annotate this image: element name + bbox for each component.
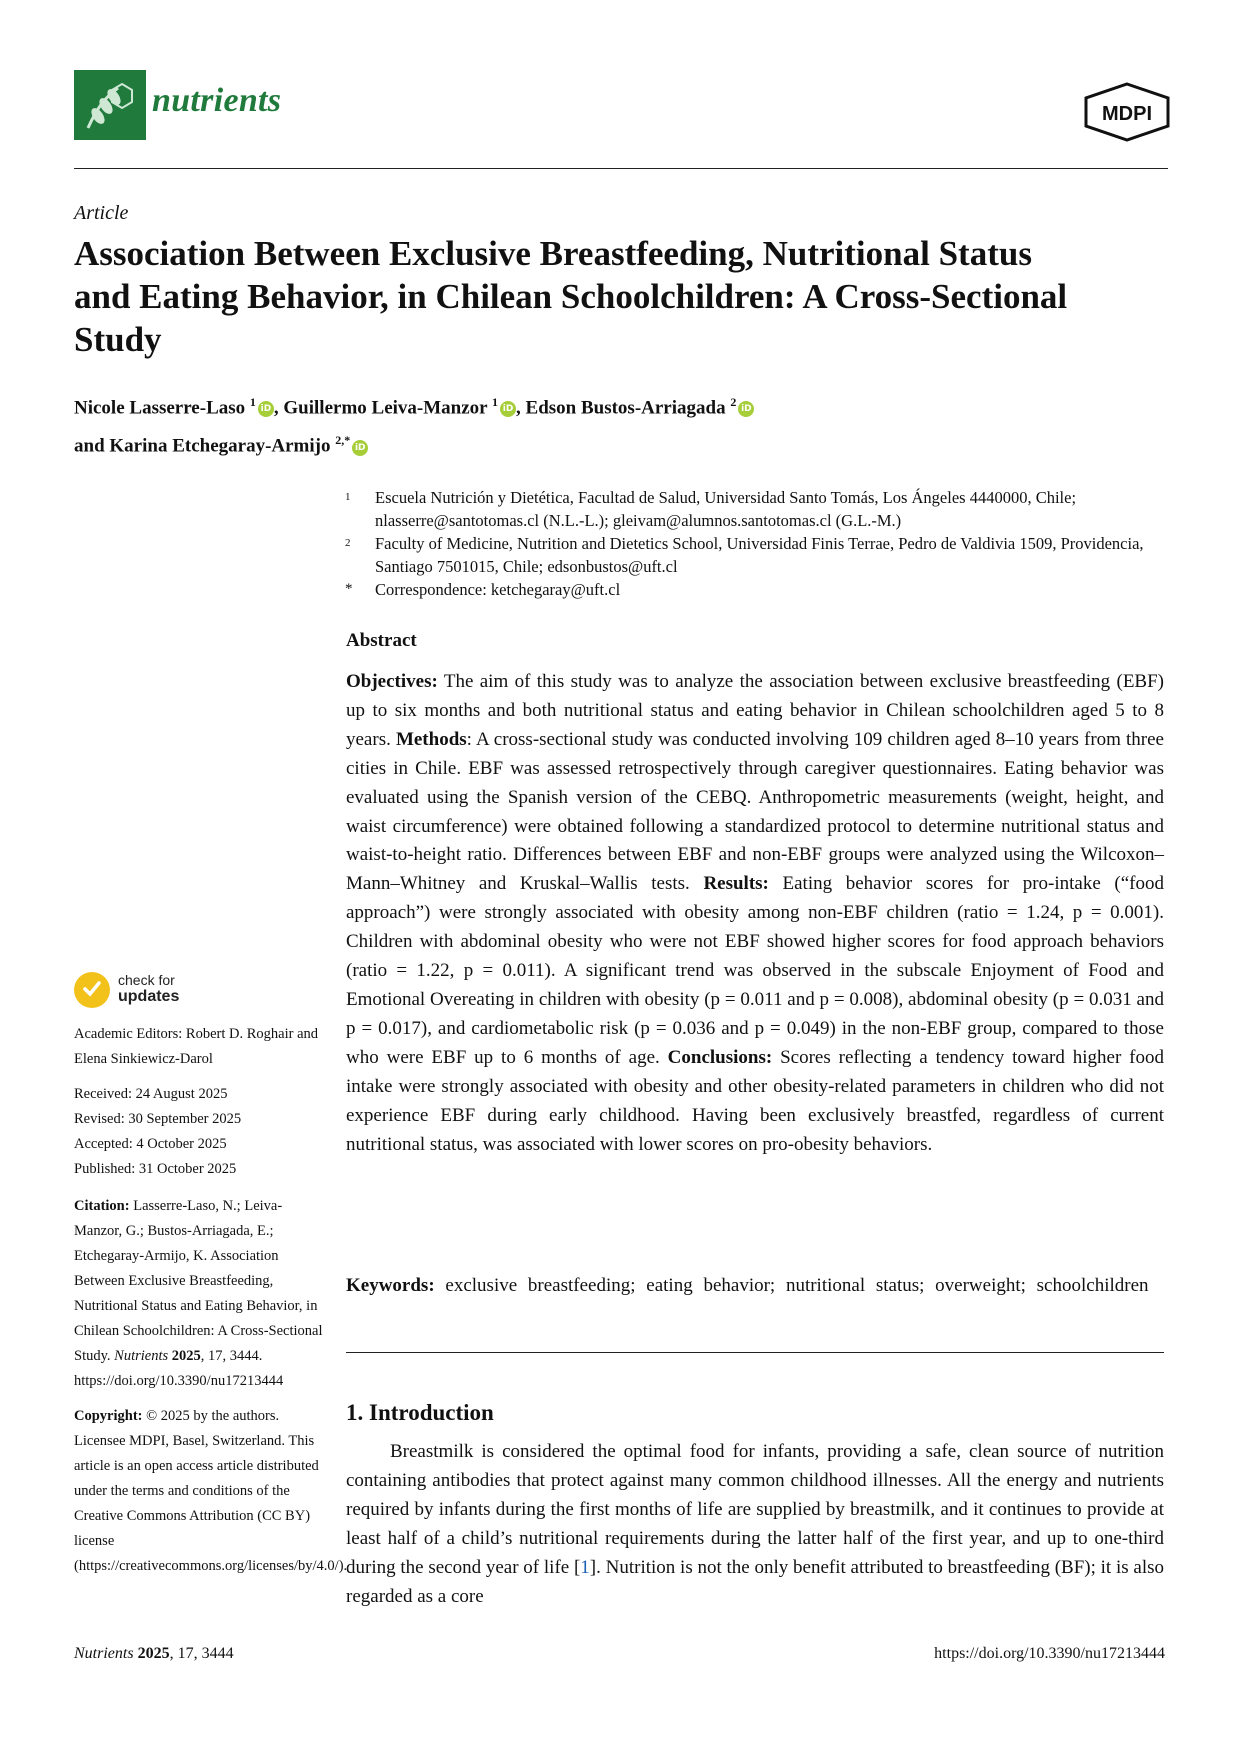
received-date: Received: 24 August 2025 — [74, 1086, 228, 1102]
citation-year: 2025 — [171, 1348, 201, 1364]
footer-journal: Nutrients — [74, 1645, 134, 1662]
introduction-body — [346, 1438, 1164, 1611]
introduction-text: Breastmilk is considered the optimal food for infants, providing a safe, clean source of nutrition containing antibodies that protect against many common childhood illnesses. All the energy and nutrients required by infants during the first months of life are supplied by breastmilk, and it continues to provide at least half of a child’s nutritional requirements during the latter half of the first year, and up to one-third during the second year of life [ — [346, 1441, 1164, 1578]
results-label: Results: — [703, 873, 769, 895]
objectives-text: The aim of this study was to analyze the association between exclusive breastfeeding (EBF) up to six months and both nutritional status and eating behavior in Chilean schoolchildren aged 5 to 8 years. — [346, 671, 1164, 750]
article-type: Article — [74, 202, 129, 224]
check-for-updates-badge[interactable] — [74, 970, 274, 1012]
header-divider — [74, 168, 1168, 169]
section-divider — [346, 1352, 1164, 1353]
conclusions-label: Conclusions: — [667, 1046, 773, 1068]
orcid-icon[interactable]: iD — [258, 401, 274, 417]
affiliation-item — [345, 486, 1165, 532]
correspondence-text: Correspondence: ketchegaray@uft.cl — [375, 580, 621, 599]
conclusions-text: Scores reflecting a tendency toward higher food intake were strongly associated with obesity and other obesity-related parameters in children who did not experience EBF during early childhood. Having been exclusively breastfed, regardless of current nutritional status, was associated with lower scores on pro-obesity behaviors. — [346, 1046, 1164, 1155]
citation-block — [74, 1194, 326, 1394]
keywords-text: exclusive breastfeeding; eating behavior; nutritional status; overweight; schoolchildren — [434, 1275, 1149, 1296]
affiliation-mark: 1 — [345, 491, 351, 503]
results-text: Eating behavior scores for pro-intake (“food approach”) were strongly associated with obesity among non-EBF children (ratio = 1.24, p = 0.001). Children with abdominal obesity who were not EBF showed higher scores for food approach behaviors (ratio = 1.22, p = 0.011). A significant trend was observed in the subscale Enjoyment of Food and Emotional Overeating in children with obesity (p = 0.011 and p = 0.008), abdominal obesity (p = 0.031 and p = 0.017), and cardiometabolic risk (p = 0.036 and p = 0.049) in the non-EBF group, compared to those who were EBF up to 6 months of age. — [346, 873, 1164, 1068]
abstract-body — [346, 668, 1164, 1159]
author-affiliation-mark: 1 — [492, 395, 499, 409]
copyright-block — [74, 1404, 348, 1579]
academic-editors: Academic Editors: Robert D. Roghair and Elena Sinkiewicz-Darol — [74, 1026, 319, 1067]
citation-link[interactable]: 1 — [580, 1556, 590, 1578]
published-date: Published: 31 October 2025 — [74, 1161, 237, 1177]
author-name: Karina Etchegaray-Armijo — [109, 435, 331, 457]
accepted-date: Accepted: 4 October 2025 — [74, 1136, 227, 1152]
author-name: Nicole Lasserre-Laso — [74, 397, 246, 419]
objectives-label: Objectives: — [346, 671, 438, 692]
author-name: Guillermo Leiva-Manzor — [283, 397, 488, 419]
affiliation-text: Faculty of Medicine, Nutrition and Dietetics School, Universidad Finis Terrae, Pedro de Valdivia 1509, Providencia, Santiago 7501015, Chile; edsonbustos@uft.cl — [375, 534, 1144, 576]
footer-volume: , 17, 3444 — [169, 1645, 234, 1662]
introduction-heading: 1. Introduction — [346, 1400, 494, 1425]
copyright-text: © 2025 by the authors. Licensee MDPI, Basel, Switzerland. This article is an open access article distributed under the terms and conditions of the Creative Commons Attribution (CC BY) license (https://creativecommons.org/licenses/by/4.0/). — [74, 1408, 348, 1574]
citation-label: Citation: — [74, 1198, 130, 1214]
footer-citation — [74, 1645, 234, 1663]
check-updates-line2: updates — [118, 988, 180, 1005]
dates-block — [74, 1082, 326, 1182]
keywords — [346, 1272, 1164, 1301]
orcid-icon[interactable]: iD — [352, 440, 368, 456]
orcid-icon[interactable]: iD — [738, 401, 754, 417]
affiliation-mark: 2 — [345, 537, 351, 549]
affiliation-mark: * — [345, 581, 353, 597]
article-sidebar — [74, 1022, 348, 1589]
footer-year: 2025 — [137, 1645, 170, 1662]
orcid-icon[interactable]: iD — [500, 401, 516, 417]
affiliations — [345, 486, 1165, 601]
author-affiliation-mark: 2 — [730, 395, 737, 409]
keywords-label: Keywords: — [346, 1275, 435, 1296]
affiliation-text: Escuela Nutrición y Dietética, Facultad de Salud, Universidad Santo Tomás, Los Ángeles 4440000, Chile; nlasserre@santotomas.cl (N.L.-L.); gleivam@alumnos.santotomas.cl (G.L.-M.) — [375, 488, 1077, 530]
check-updates-icon — [74, 972, 110, 1008]
author-list: Nicole Lasserre-Laso $^1$iD , Guillermo Leiva-Manzor $^1$iD , Edson Bustos-Arriagada $^2$iD and Karina Etchegaray-Armijo $^{2,*}$iD — [74, 386, 1114, 463]
citation-text: Lasserre-Laso, N.; Leiva-Manzor, G.; Bustos-Arriagada, E.; Etchegaray-Armijo, K. Association Between Exclusive Breastfeeding, Nutritional Status and Eating Behavior, in Chilean Schoolchildren: A Cross-Sectional Study. — [74, 1198, 323, 1364]
citation-journal: Nutrients — [114, 1348, 169, 1364]
abstract-heading: Abstract — [346, 630, 417, 651]
copyright-label: Copyright: — [74, 1408, 143, 1424]
check-updates-line1: check for — [118, 972, 175, 988]
mdpi-logo-text: MDPI — [1102, 103, 1152, 125]
footer-doi-link[interactable]: https://doi.org/10.3390/nu17213444 — [934, 1645, 1165, 1662]
author-name: Edson Bustos-Arriagada — [525, 397, 726, 419]
author-affiliation-mark: 2,* — [335, 433, 351, 448]
methods-label: Methods — [395, 728, 467, 750]
journal-name: nutrients — [152, 82, 282, 119]
revised-date: Revised: 30 September 2025 — [74, 1111, 242, 1127]
affiliation-item — [345, 578, 1165, 601]
author-affiliation-mark: 1 — [249, 395, 256, 409]
article-title: Association Between Exclusive Breastfeeding, Nutritional Status and Eating Behavior, in Chilean Schoolchildren: A Cross-Sectional Study — [74, 234, 1068, 359]
introduction-text-continued: ]. Nutrition is not the only benefit attributed to breastfeeding (BF); it is also regarded as a core — [346, 1556, 1165, 1607]
affiliation-item — [345, 532, 1165, 578]
methods-text: : A cross-sectional study was conducted involving 109 children aged 8–10 years from three cities in Chile. EBF was assessed retrospectively through caregiver questionnaires. Eating behavior was evaluated using the Spanish version of the CEBQ. Anthropometric measurements (weight, height, and waist circumference) were obtained following a standardized protocol to determine nutritional status and waist-to-height ratio. Differences between EBF and non-EBF groups were analyzed using the Wilcoxon–Mann–Whitney and Kruskal–Wallis tests. — [346, 728, 1164, 895]
citation-doi[interactable]: , 17, 3444. https://doi.org/10.3390/nu17213444 — [74, 1348, 284, 1389]
mdpi-logo — [1082, 82, 1172, 142]
journal-logo-icon — [74, 70, 146, 140]
